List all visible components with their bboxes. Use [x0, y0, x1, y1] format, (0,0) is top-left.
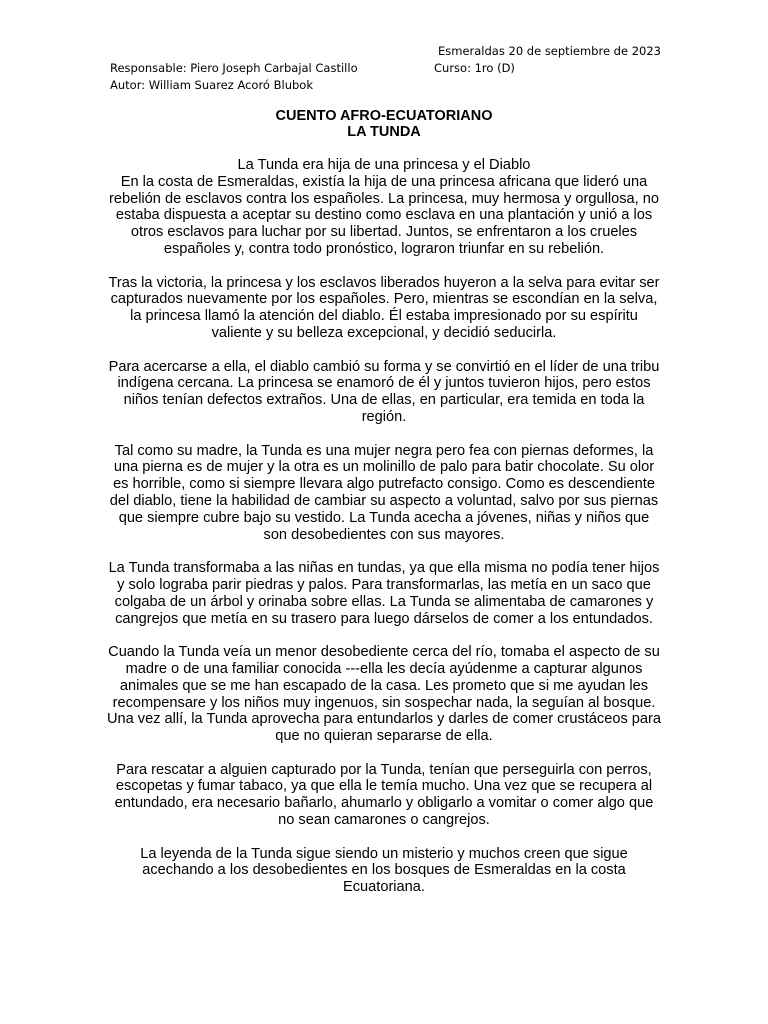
title-block	[110, 108, 658, 140]
document-date: Esmeraldas 20 de septiembre de 2023	[438, 44, 661, 58]
story-title: LA TUNDA	[347, 124, 421, 140]
autor-line: Autor: William Suarez Acoró Blubok	[110, 78, 313, 92]
story-paragraph-1	[106, 157, 662, 258]
story-body	[106, 157, 662, 913]
story-subtitle: La Tunda era hija de una princesa y el Diablo	[237, 157, 531, 173]
responsable-line: Responsable: Piero Joseph Carbajal Castillo	[110, 61, 358, 75]
document-title: CUENTO AFRO-ECUATORIANO	[275, 108, 493, 124]
story-paragraph-7: Para rescatar a alguien capturado por la Tunda, tenían que perseguirla con perros, escopetas y fumar tabaco, ya que ella le temía mucho. Una vez que se recupera al entundado, era necesario bañarlo, ahumarlo y obligarlo a vomitar o comer algo que no sean camarones o cangrejos.	[114, 761, 654, 829]
story-paragraph-5: La Tunda transformaba a las niñas en tundas, ya que ella misma no podía tener hijos y solo lograba parir piedras y palos. Para transformarlas, las metía en un saco que colgaba de un árbol y orinaba sobre ellas. La Tunda se alimentaba de camarones y cangrejos que metía en su trasero para luego dárselos de comer a los entundados.	[108, 560, 660, 627]
story-paragraph-4: Tal como su madre, la Tunda es una mujer negra pero fea con piernas deformes, la una pierna es de mujer y la otra es un molinillo de palo para batir chocolate. Su olor es horrible, como si siempre llevara algo putrefacto consigo. Como es descendiente del diablo, tiene la habilidad de cambiar su aspecto a voluntad, salvo por sus piernas que siempre cubre bajo su vestido. La Tunda acecha a jóvenes, niñas y niños que son desobedientes con sus mayores.	[109, 442, 659, 543]
curso-line: Curso: 1ro (D)	[434, 61, 515, 75]
story-paragraph-8: La leyenda de la Tunda sigue siendo un misterio y muchos creen que sigue acechando a los desobedientes en los bosques de Esmeraldas en la costa Ecuatoriana.	[140, 845, 628, 896]
story-paragraph-6: Cuando la Tunda veía un menor desobediente cerca del río, tomaba el aspecto de su madre o de una familiar conocida ---ella les decía ayúdenme a capturar algunos animales que se me han escapado de la casa. Les prometo que si me ayudan les recompensare y los niños muy ingenuos, sin sospechar nada, la seguían al bosque. Una vez allí, la Tunda aprovecha para entundarlos y darles de comer crustáceos para que no quieran separarse de ella.	[106, 644, 662, 745]
story-paragraph-2: Tras la victoria, la princesa y los esclavos liberados huyeron a la selva para evitar ser capturados nuevamente por los españoles. Pero, mientras se escondían en la selva, la princesa llamó la atención del diablo. Él estaba impresionado por su espíritu valiente y su belleza excepcional, y decidió seducirla.	[108, 274, 660, 341]
paragraph-text: En la costa de Esmeraldas, existía la hija de una princesa africana que lideró una rebelión de esclavos contra los españoles. La princesa, muy hermosa y orgullosa, no estaba dispuesta a aceptar su destino como esclava en una plantación y unió a los otros esclavos para luchar por su libertad. Juntos, se enfrentaron a los crueles españoles y, contra todo pronóstico, lograron triunfar en su rebelión.	[108, 173, 659, 257]
story-paragraph-3: Para acercarse a ella, el diablo cambió su forma y se convirtió en el líder de una tribu indígena cercana. La princesa se enamoró de él y juntos tuvieron hijos, pero estos niños tenían defectos extraños. Una de ellas, en particular, era temida en toda la región.	[108, 358, 660, 425]
